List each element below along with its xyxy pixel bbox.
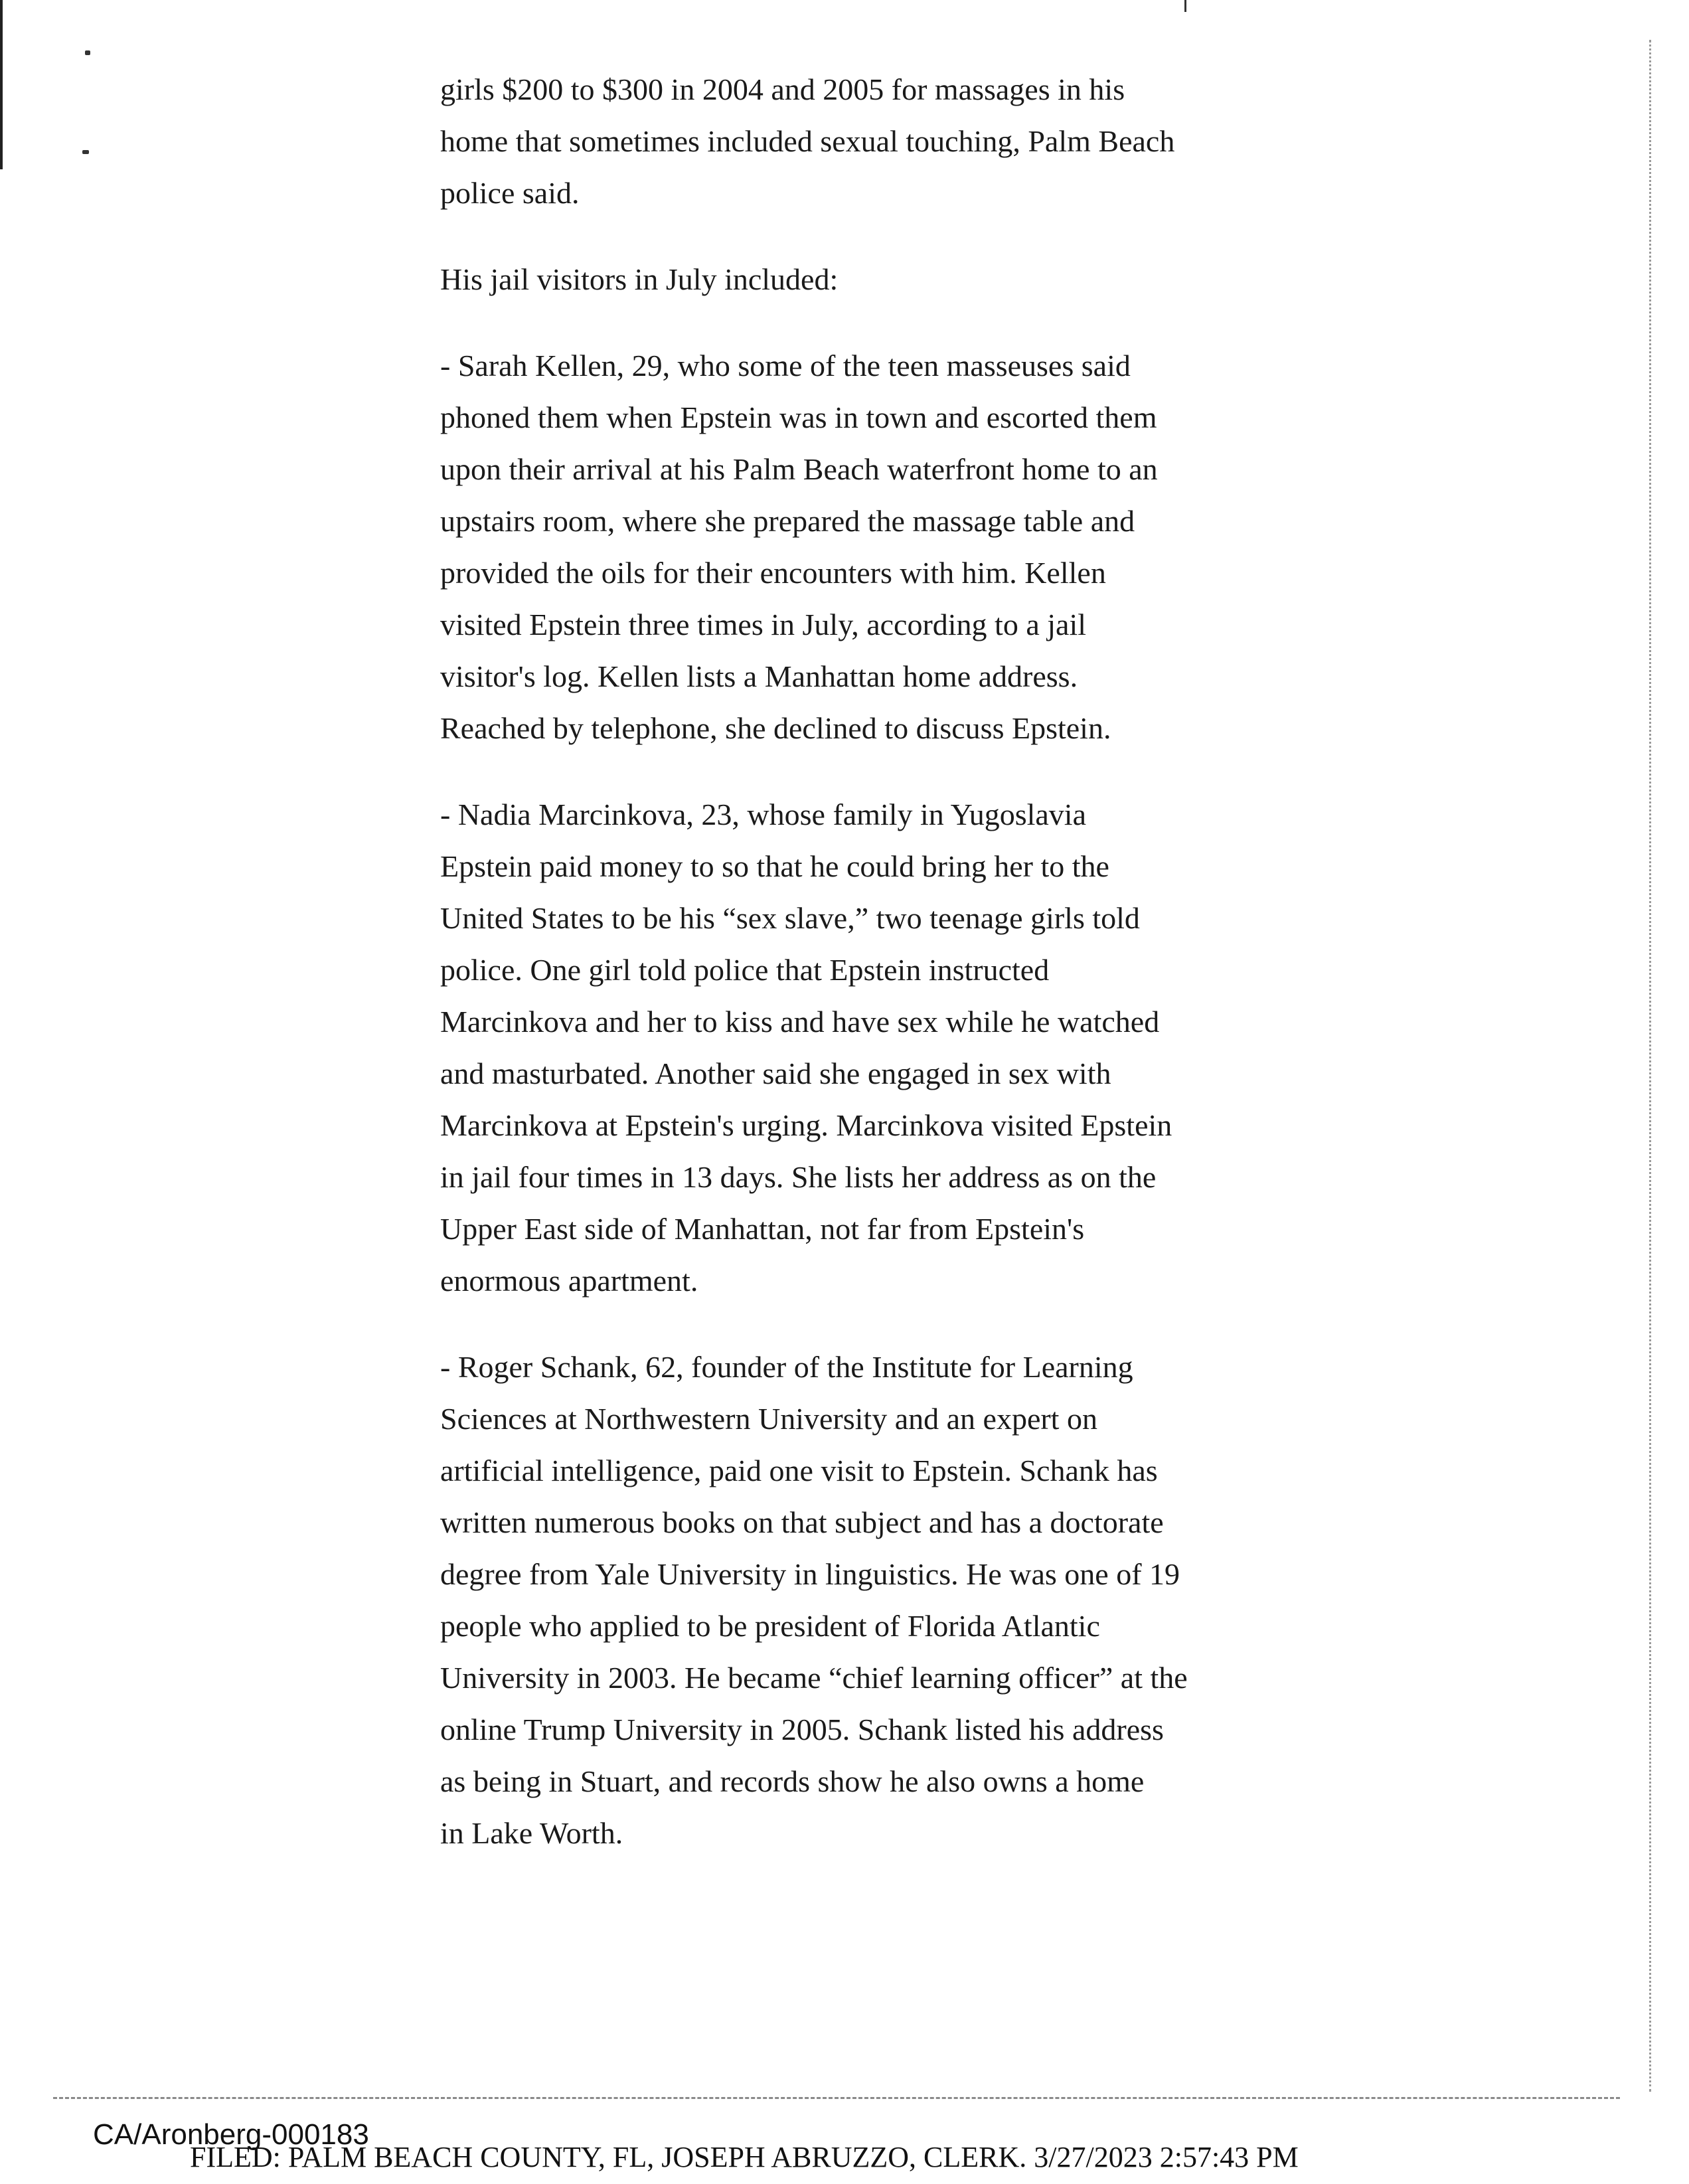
article-paragraph-3: - Sarah Kellen, 29, who some of the teen masseuses said phoned them when Epstein was in town and escorted them upon their arrival at his Palm Beach waterfront home to an upstairs room, where she prepared the massage table and provided the oils for their encounters with him. Kellen visited Epstein three times in July, according to a jail visitor's log. Kellen lists a Manhattan home address. Reached by telephone, she declined to discuss Epstein. [440,349,1158,745]
bates-number: CA/Aronberg-000183 [93,2118,369,2151]
scan-speck [82,150,89,154]
article-paragraph-1: girls $200 to $300 in 2004 and 2005 for massages in his home that sometimes included sexual touching, Palm Beach police said. [440,72,1175,210]
scan-top-tick [1184,0,1186,12]
article-paragraph-5: - Roger Schank, 62, founder of the Institute for Learning Sciences at Northwestern University and an expert on artificial intelligence, paid one visit to Epstein. Schank has written numerous books on that subject and has a doctorate degree from Yale University in linguistics. He was one of 19 people who applied to be president of Florida Atlantic University in 2003. He became “chief learning officer” at the online Trump University in 2005. Schank listed his address as being in Stuart, and records show he also owns a home in Lake Worth. [440,1350,1188,1850]
article-paragraph-2: His jail visitors in July included: [440,262,839,296]
scan-speck [85,50,90,55]
article-paragraph-4: - Nadia Marcinkova, 23, whose family in Yugoslavia Epstein paid money to so that he could bring her to the United States to be his “sex slave,” two teenage girls told police. One girl told police that Epstein instructed Marcinkova and her to kiss and have sex while he watched and masturbated. Another said she engaged in sex with Marcinkova at Epstein's urging. Marcinkova visited Epstein in jail four times in 13 days. She lists her address as on the Upper East side of Manhattan, not far from Epstein's enormous apartment. [440,798,1172,1298]
filed-stamp: FILED: PALM BEACH COUNTY, FL, JOSEPH ABRUZZO, CLERK. 3/27/2023 2:57:43 PM [190,2141,1299,2173]
article-body [440,64,1303,1894]
scan-left-edge [0,0,3,169]
scan-bottom-line [53,2097,1620,2099]
scan-right-edge-dots [1649,40,1651,2092]
